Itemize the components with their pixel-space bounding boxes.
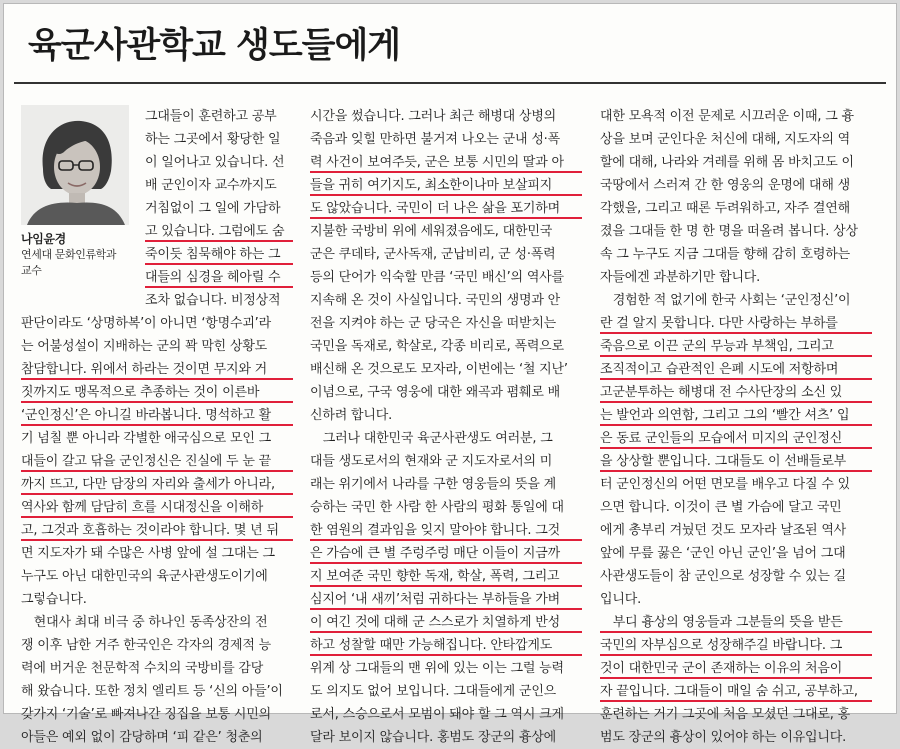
underlined-text-line: 고 있습니다. 그럼에도 숨 bbox=[145, 220, 295, 243]
text-line: 승하는 국민 한 사람 한 사람의 평화 통일에 대 bbox=[310, 500, 564, 515]
text-line: 전을 지켜야 하는 군 당국은 자신을 떠받치는 bbox=[310, 316, 557, 331]
underlined-text-line: 것이 대한민국 군이 존재하는 이유의 처음이 bbox=[600, 657, 874, 680]
text-line: 대한 모욕적 이전 문제로 시끄러운 이때, 그 흉 bbox=[600, 109, 854, 124]
text-line: 갖가지 ‘기술’로 빠져나간 징집을 보통 시민의 bbox=[21, 707, 271, 722]
text-line: 누구도 아닌 대한민국의 육군사관생도이기에 bbox=[21, 569, 268, 584]
author-affiliation: 연세대 문화인류학과 bbox=[21, 248, 117, 261]
text-line: 입니다. bbox=[600, 592, 642, 607]
text-line: 력에 버거운 천문학적 수치의 국방비를 감당 bbox=[21, 661, 264, 676]
article-column-2 bbox=[310, 105, 584, 749]
article-column-1 bbox=[21, 105, 295, 749]
text-line: 이념으로, 구국 영웅에 대한 왜곡과 폄훼로 배 bbox=[310, 385, 560, 400]
text-line: 각했을, 그리고 때론 두려워하고, 자주 결연해 bbox=[600, 201, 850, 216]
text-line: 훈련하는 거기 그곳에 처음 모셨던 그대로, 홍 bbox=[600, 707, 850, 722]
underlined-text-line: 도 않았습니다. 국민이 더 나은 삶을 포기하며 bbox=[310, 197, 584, 220]
underlined-text-line: ‘군인정신’은 아니길 바라봅니다. 명석하고 활 bbox=[21, 404, 295, 427]
underlined-text-line: 들을 귀히 여기지도, 최소한이나마 보살피지 bbox=[310, 174, 584, 197]
text-line: 국민을 독재로, 학살로, 각종 비리로, 폭력으로 bbox=[310, 339, 564, 354]
text-line: 아들은 예외 없이 감당하며 ‘피 같은’ 청춘의 bbox=[21, 730, 263, 745]
article-column-3 bbox=[600, 105, 874, 749]
underlined-text-line: 참담합니다. 위에서 하라는 것이면 무지와 거 bbox=[21, 358, 295, 381]
underlined-text-line: 하고 성찰할 때만 가능해집니다. 안타깝게도 bbox=[310, 634, 584, 657]
text-line: 래는 위기에서 나라를 구한 영웅들의 뜻을 계 bbox=[310, 477, 557, 492]
text-line: 는 어불성설이 지배하는 군의 꽉 막힌 상황도 bbox=[21, 339, 268, 354]
text-line: 으면 합니다. 이것이 큰 별 가슴에 달고 국민 bbox=[600, 500, 842, 515]
text-line: 시간을 썼습니다. 그러나 최근 해병대 상병의 bbox=[310, 109, 557, 124]
text-line: 배신해 온 것으로도 모자라, 이번에는 ‘철 지난’ bbox=[310, 362, 568, 377]
text-line: 경험한 적 없기에 한국 사회는 ‘군인정신’이 bbox=[600, 293, 851, 308]
text-line: 신하려 합니다. bbox=[310, 408, 393, 423]
underlined-text-line: 역사와 함께 담담히 흐를 시대정신을 이해하 bbox=[21, 496, 295, 519]
text-line: 해 왔습니다. 또한 정치 엘리트 등 ‘신의 아들’이 bbox=[21, 684, 283, 699]
text-line: 졌을 그대들 한 명 한 명을 떠올려 봅니다. 상상 bbox=[600, 224, 858, 239]
underlined-text-line: 심지어 ‘내 새끼’처럼 귀하다는 부하들을 가벼 bbox=[310, 588, 584, 611]
text-line: 그렇습니다. bbox=[21, 592, 87, 607]
text-line: 죽음과 잊힐 만하면 불거져 나오는 군내 성·폭 bbox=[310, 132, 560, 147]
underlined-text-line: 지 보여준 국민 향한 독재, 학살, 폭력, 그리고 bbox=[310, 565, 584, 588]
text-line: 군은 쿠데타, 군사독재, 군납비리, 군 성·폭력 bbox=[310, 247, 556, 262]
underlined-text-line: 짓까지도 맹목적으로 추종하는 것이 이른바 bbox=[21, 381, 295, 404]
text-line: 지속해 온 것이 사실입니다. 국민의 생명과 안 bbox=[310, 293, 560, 308]
text-line: 지불한 국방비 위에 세워졌음에도, 대한민국 bbox=[310, 224, 553, 239]
underlined-text-line: 죽이듯 침묵해야 하는 그 bbox=[145, 243, 295, 266]
text-line: 국땅에서 스러져 간 한 영웅의 운명에 대해 생 bbox=[600, 178, 850, 193]
text-line: 자들에겐 과분하기만 합니다. bbox=[600, 270, 761, 285]
underlined-text-line: 은 가슴에 큰 별 주렁주렁 매단 이들이 지금까 bbox=[310, 542, 584, 565]
text-line: 도 의지도 없어 보입니다. 그대들에게 군인으 bbox=[310, 684, 557, 699]
headline-rule bbox=[14, 82, 886, 84]
text-line: 쟁 이후 남한 거주 한국인은 각자의 경제적 능 bbox=[21, 638, 271, 653]
underlined-text-line: 력 사건이 보여주듯, 군은 보통 시민의 딸과 아 bbox=[310, 151, 584, 174]
text-line: 할에 대해, 나라와 겨레를 위해 몸 바치고도 이 bbox=[600, 155, 854, 170]
author-name: 나임윤경 bbox=[21, 232, 66, 246]
text-line: 판단이라도 ‘상명하복’이 아니면 ‘항명수괴’라 bbox=[21, 316, 271, 331]
underlined-text-line: 국민의 자부심으로 성장해주길 바랍니다. 그 bbox=[600, 634, 874, 657]
text-line: 그대들이 훈련하고 공부 bbox=[145, 109, 277, 124]
underlined-text-line: 이 여긴 것에 대해 군 스스로가 치열하게 반성 bbox=[310, 611, 584, 634]
text-line: 거침없이 그 일에 가담하 bbox=[145, 201, 281, 216]
text-line: 로서, 스승으로서 모범이 돼야 할 그 역시 크게 bbox=[310, 707, 564, 722]
underlined-text-line: 대들의 심경을 헤아릴 수 bbox=[145, 266, 295, 289]
article-headline: 육군사관학교 생도들에게 bbox=[28, 26, 401, 66]
underlined-text-line: 을 상상할 뿐입니다. 그대들도 이 선배들로부 bbox=[600, 450, 874, 473]
text-line: 상을 보며 군인다운 처신에 대해, 지도자의 역 bbox=[600, 132, 850, 147]
text-line: 배 군인이자 교수까지도 bbox=[145, 178, 277, 193]
text-line: 하는 그곳에서 황당한 일 bbox=[145, 132, 281, 147]
text-line: 등의 단어가 익숙할 만큼 ‘국민 배신’의 역사를 bbox=[310, 270, 564, 285]
text-line: 앞에 무릎 꿇은 ‘군인 아닌 군인’을 넘어 그대 bbox=[600, 546, 846, 561]
article-page bbox=[3, 3, 897, 745]
text-line: 에게 총부리 겨눴던 것도 모자라 날조된 역사 bbox=[600, 523, 847, 538]
underlined-text-line: 한 염원의 결과임을 잊지 말아야 합니다. 그것 bbox=[310, 519, 584, 542]
text-line: 그러나 대한민국 육군사관생도 여러분, 그 bbox=[310, 431, 553, 446]
text-line: 이 일어나고 있습니다. 선 bbox=[145, 155, 285, 170]
text-line: 속 그 누구도 지금 그대들 향해 감히 호령하는 bbox=[600, 247, 850, 262]
text-line: 달라 보이지 않습니다. 홍범도 장군의 흉상에 bbox=[310, 730, 557, 745]
underlined-text-line: 란 걸 알지 못합니다. 다만 사랑하는 부하를 bbox=[600, 312, 874, 335]
underlined-text-line: 조직적이고 습관적인 은폐 시도에 저항하며 bbox=[600, 358, 874, 381]
underlined-text-line: 부디 흉상의 영웅들과 그분들의 뜻을 받든 bbox=[600, 611, 874, 634]
text-line: 면 지도자가 돼 수많은 사병 앞에 설 그대는 그 bbox=[21, 546, 275, 561]
underlined-text-line: 죽음으로 이끈 군의 무능과 부책임, 그리고 bbox=[600, 335, 874, 358]
text-line: 범도 장군의 흉상이 있어야 하는 이유입니다. bbox=[600, 730, 847, 745]
underlined-text-line: 고, 그것과 호흡하는 것이라야 합니다. 몇 년 뒤 bbox=[21, 519, 295, 542]
underlined-text-line: 고군분투하는 해병대 전 수사단장의 소신 있 bbox=[600, 381, 874, 404]
author-title: 교수 bbox=[21, 264, 42, 277]
text-line: 사관생도들이 참 군인으로 성장할 수 있는 길 bbox=[600, 569, 847, 584]
underlined-text-line: 는 발언과 의연함, 그리고 그의 ‘빨간 셔츠’ 입 bbox=[600, 404, 874, 427]
text-line: 터 군인정신의 어떤 면모를 배우고 다질 수 있 bbox=[600, 477, 850, 492]
underlined-text-line: 대들이 갈고 닦을 군인정신은 진실에 두 눈 끝 bbox=[21, 450, 295, 473]
text-line: 조차 없습니다. 비정상적 bbox=[145, 293, 281, 308]
underlined-text-line: 은 동료 군인들의 모습에서 미지의 군인정신 bbox=[600, 427, 874, 450]
text-line: 대들 생도로서의 현재와 군 지도자로서의 미 bbox=[310, 454, 553, 469]
underlined-text-line: 까지 뜨고, 다만 담장의 자리와 출세가 아니라, bbox=[21, 473, 295, 496]
underlined-text-line: 자 끝입니다. 그대들이 매일 숨 쉬고, 공부하고, bbox=[600, 680, 874, 703]
text-line: 현대사 최대 비극 중 하나인 동족상잔의 전 bbox=[21, 615, 268, 630]
text-line: 위계 상 그대들의 맨 위에 있는 이는 그럴 능력 bbox=[310, 661, 564, 676]
text-line: 기 넘칠 뿐 아니라 각별한 애국심으로 모인 그 bbox=[21, 431, 271, 446]
